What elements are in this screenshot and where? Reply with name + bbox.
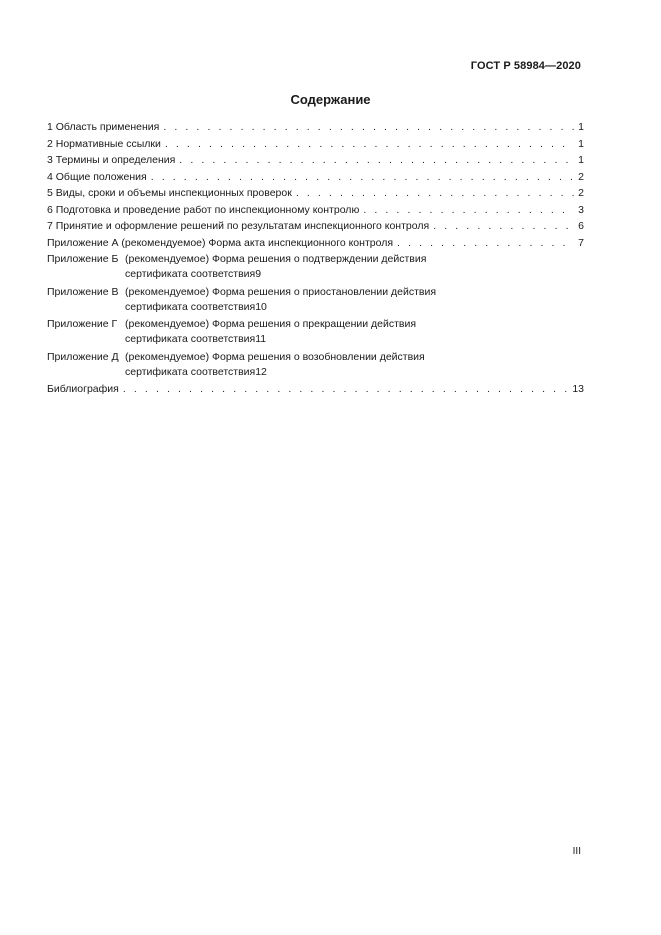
toc-entry-label: 6 Подготовка и проведение работ по инспекционному контролю bbox=[47, 203, 360, 216]
dot-leader bbox=[151, 170, 574, 185]
toc-entry-label: 2 Нормативные ссылки bbox=[47, 137, 161, 150]
appendix-title-line1: (рекомендуемое) Форма решения о подтверждении действия bbox=[125, 253, 427, 265]
toc-entry-appendix-g[interactable] bbox=[47, 317, 584, 347]
toc-entry-page: 1 bbox=[578, 154, 584, 166]
toc-entry-section-2[interactable] bbox=[47, 137, 584, 152]
toc-entry-label: 3 Термины и определения bbox=[47, 154, 176, 166]
dot-leader bbox=[163, 120, 574, 135]
dot-leader bbox=[123, 382, 568, 397]
toc-entry-page: 12 bbox=[255, 365, 267, 378]
appendix-title-line2: сертификата соответствия bbox=[125, 300, 256, 313]
dot-leader bbox=[296, 186, 574, 201]
dot-leader bbox=[165, 137, 574, 152]
appendix-title-line1: (рекомендуемое) Форма решения о прекращении действия bbox=[125, 318, 417, 330]
table-of-contents bbox=[47, 120, 584, 397]
dot-leader bbox=[433, 219, 574, 234]
toc-entry-label: 7 Принятие и оформление решений по результатам инспекционного контроля bbox=[47, 220, 430, 232]
toc-entry-section-7[interactable] bbox=[47, 219, 584, 234]
toc-entry-appendix-d[interactable] bbox=[47, 350, 584, 380]
appendix-prefix: Приложение Д bbox=[47, 350, 119, 363]
toc-entry-page: 2 bbox=[578, 187, 584, 199]
toc-entry-appendix-v[interactable] bbox=[47, 285, 584, 315]
toc-entry-page: 13 bbox=[572, 383, 584, 395]
appendix-title-line1: (рекомендуемое) Форма решения о возобновлении действия bbox=[125, 350, 425, 363]
toc-entry-page: 3 bbox=[578, 203, 584, 216]
toc-entry-bibliography[interactable] bbox=[47, 382, 584, 397]
toc-entry-section-4[interactable] bbox=[47, 170, 584, 185]
appendix-title-line2: сертификата соответствия bbox=[125, 333, 256, 345]
appendix-title-line2: сертификата соответствия bbox=[125, 365, 256, 378]
toc-entry-page: 1 bbox=[578, 137, 584, 150]
toc-entry-section-3[interactable] bbox=[47, 153, 584, 168]
page-folio: III bbox=[572, 846, 581, 857]
toc-entry-appendix-a[interactable] bbox=[47, 236, 584, 251]
dot-leader bbox=[363, 203, 574, 218]
toc-entry-appendix-b[interactable] bbox=[47, 252, 584, 282]
toc-entry-page: 1 bbox=[578, 121, 584, 133]
toc-entry-label: 1 Область применения bbox=[47, 121, 160, 133]
appendix-prefix: Приложение В bbox=[47, 285, 119, 298]
dot-leader bbox=[179, 153, 574, 168]
appendix-title-line1: (рекомендуемое) Форма решения о приостановлении действия bbox=[125, 285, 437, 298]
toc-entry-label: Библиография bbox=[47, 383, 119, 395]
toc-title: Содержание bbox=[290, 92, 371, 107]
toc-entry-page: 7 bbox=[578, 236, 584, 249]
toc-entry-label: 5 Виды, сроки и объемы инспекционных проверок bbox=[47, 187, 292, 199]
toc-entry-page: 9 bbox=[255, 268, 262, 280]
appendix-prefix: Приложение Б bbox=[47, 253, 119, 265]
toc-entry-page: 11 bbox=[255, 333, 267, 345]
dot-leader bbox=[397, 236, 574, 251]
toc-entry-label: Приложение А (рекомендуемое) Форма акта инспекционного контроля bbox=[47, 236, 394, 249]
toc-entry-page: 10 bbox=[255, 300, 267, 313]
toc-entry-section-6[interactable] bbox=[47, 203, 584, 218]
toc-entry-section-1[interactable] bbox=[47, 120, 584, 135]
appendix-title-line2: сертификата соответствия bbox=[125, 268, 256, 280]
toc-entry-label: 4 Общие положения bbox=[47, 170, 147, 183]
toc-entry-page: 2 bbox=[578, 170, 584, 183]
toc-entry-page: 6 bbox=[578, 220, 584, 232]
toc-entry-section-5[interactable] bbox=[47, 186, 584, 201]
appendix-prefix: Приложение Г bbox=[47, 318, 118, 330]
document-id: ГОСТ Р 58984—2020 bbox=[470, 60, 581, 72]
